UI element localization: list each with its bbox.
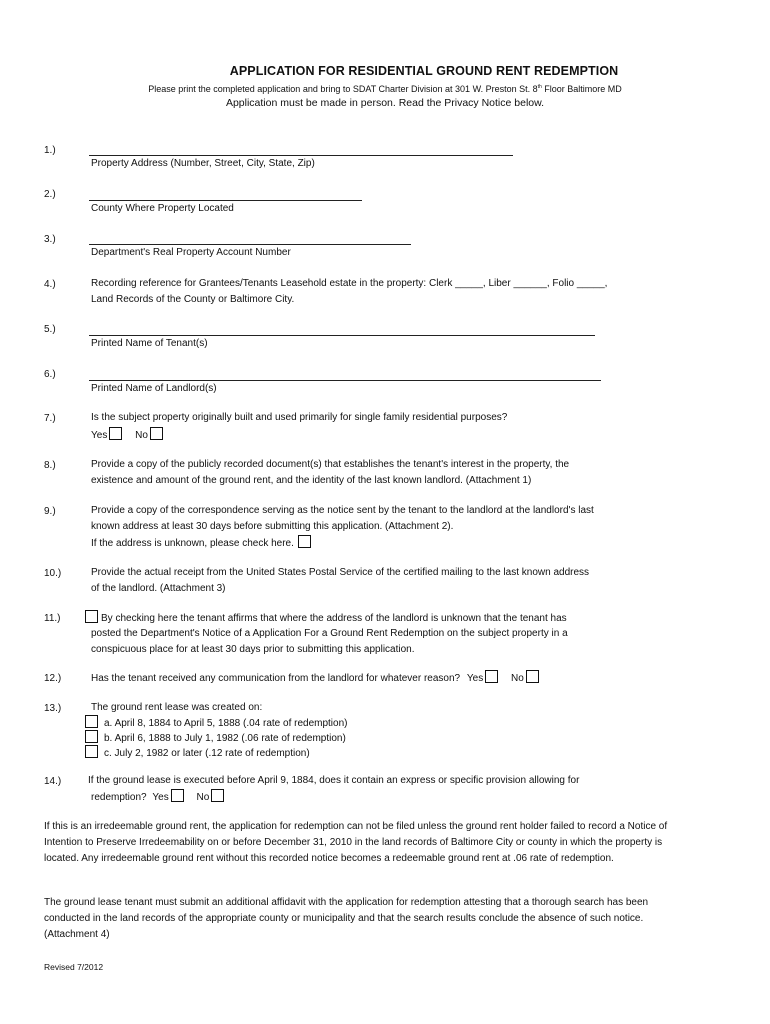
affirm-notice-checkbox[interactable] (85, 610, 98, 623)
lease-option-c-label: c. July 2, 1982 or later (.12 rate of redemption) (104, 748, 310, 759)
attachment-2-text-2: known address at least 30 days before submitting this application. (Attachment 2). (91, 521, 454, 532)
communication-yes-checkbox[interactable] (485, 670, 498, 683)
lease-option-c-checkbox[interactable] (85, 745, 98, 758)
item-6-number: 6.) (44, 369, 56, 380)
item-4-number: 4.) (44, 279, 56, 290)
landlord-name-label: Printed Name of Landlord(s) (91, 383, 217, 394)
affirm-text-2: posted the Department's Notice of a Application For a Ground Rent Redemption on the subject property in a (91, 628, 568, 639)
revision-date: Revised 7/2012 (44, 962, 104, 972)
form-title: APPLICATION FOR RESIDENTIAL GROUND RENT REDEMPTION (229, 64, 619, 78)
lease-option-c (85, 745, 310, 762)
item-8-number: 8.) (44, 460, 56, 471)
lease-option-b-label: b. April 6, 1888 to July 1, 1982 (.06 rate of redemption) (104, 733, 346, 744)
single-family-no-checkbox[interactable] (150, 427, 163, 440)
single-family-question: Is the subject property originally built and used primarily for single family residential purposes? (91, 412, 508, 423)
redemption-provision-options (91, 789, 224, 806)
address-unknown-checkbox[interactable] (298, 535, 311, 548)
item-10-number: 10.) (44, 568, 62, 579)
affirm-text-3: conspicuous place for at least 30 days prior to submitting this application. (91, 644, 415, 655)
lease-option-b-checkbox[interactable] (85, 730, 98, 743)
item-5-number: 5.) (44, 324, 56, 335)
redemption-provision-question: If the ground lease is executed before April 9, 1884, does it contain an express or specific provision allowing for (88, 775, 580, 786)
no-label: No (196, 792, 210, 803)
yes-label: Yes (152, 792, 169, 803)
affidavit-paragraph: The ground lease tenant must submit an additional affidavit with the application for redemption attesting that a thorough search has been conducted in the land records of the appropriate county or municipality and that the search results conclude the absence of such notice. (Attachment 4) (44, 897, 649, 940)
affirm-text: By checking here the tenant affirms that where the address of the landlord is unknown that the tenant has (101, 613, 567, 624)
address-unknown-label: If the address is unknown, please check here. (91, 538, 294, 549)
no-label: No (135, 430, 148, 441)
instructions-line-1-sup: th (537, 84, 542, 90)
attachment-3-text: Provide the actual receipt from the United States Postal Service of the certified mailing to the last known address (91, 567, 590, 578)
instructions-line-1 (0, 84, 770, 94)
item-7-number: 7.) (44, 413, 56, 424)
item-1-number: 1.) (44, 145, 56, 156)
recording-reference-text-2: Land Records of the County or Baltimore City. (91, 294, 295, 305)
attachment-3-text-2: of the landlord. (Attachment 3) (91, 583, 226, 594)
redemption-label: redemption? (91, 792, 147, 803)
instructions-line-2: Application must be made in person. Read the Privacy Notice below. (225, 97, 545, 109)
lease-created-question: The ground rent lease was created on: (91, 702, 263, 713)
communication-question: Has the tenant received any communication from the landlord for whatever reason? (91, 673, 461, 684)
county-label: County Where Property Located (91, 203, 234, 214)
single-family-options (91, 427, 163, 444)
lease-option-a-checkbox[interactable] (85, 715, 98, 728)
attachment-2-text: Provide a copy of the correspondence serving as the notice sent by the tenant to the landlord at the landlord's last (91, 505, 594, 516)
tenant-name-label: Printed Name of Tenant(s) (91, 338, 208, 349)
item-11-number: 11.) (44, 613, 61, 624)
instructions-line-1-tail: Floor Baltimore MD (541, 84, 622, 94)
recording-reference-text: Recording reference for Grantees/Tenants Leasehold estate in the property: Clerk _____, Liber ______, Folio _____, (91, 278, 608, 289)
affirm-row (85, 610, 567, 627)
communication-row (91, 670, 539, 687)
property-address-label: Property Address (Number, Street, City, State, Zip) (91, 158, 315, 169)
attachment-1-text-2: existence and amount of the ground rent, and the identity of the last known landlord. (Attachment 1) (91, 475, 532, 486)
yes-label: Yes (466, 673, 484, 684)
lease-option-a-label: a. April 8, 1884 to April 5, 1888 (.04 rate of redemption) (104, 718, 348, 729)
item-12-number: 12.) (44, 673, 62, 684)
redemption-no-checkbox[interactable] (211, 789, 224, 802)
communication-no-checkbox[interactable] (526, 670, 539, 683)
irredeemable-notice-paragraph: If this is an irredeemable ground rent, the application for redemption can not be filed unless the ground rent holder failed to record a Notice of Intention to Preserve Irredeemability on or before December 31, 2010 in the land records of Baltimore City or county in which the property is located. Any irredeemable ground rent without this recorded notice becomes a redeemable ground rent at .06 rate of redemption. (44, 821, 668, 864)
single-family-yes-checkbox[interactable] (109, 427, 122, 440)
address-unknown-row (91, 535, 311, 552)
attachment-1-text: Provide a copy of the publicly recorded document(s) that establishes the tenant's interest in the property, the (91, 459, 570, 470)
item-9-number: 9.) (44, 506, 56, 517)
item-3-number: 3.) (44, 234, 56, 245)
item-2-number: 2.) (44, 189, 56, 200)
redemption-yes-checkbox[interactable] (171, 789, 184, 802)
item-13-number: 13.) (44, 703, 62, 714)
instructions-line-1-text: Please print the completed application and bring to SDAT Charter Division at 301 W. Preston St. 8 (148, 84, 538, 94)
yes-label: Yes (91, 430, 108, 441)
account-number-label: Department's Real Property Account Number (91, 247, 291, 258)
item-14-number: 14.) (44, 776, 62, 787)
no-label: No (510, 673, 524, 684)
